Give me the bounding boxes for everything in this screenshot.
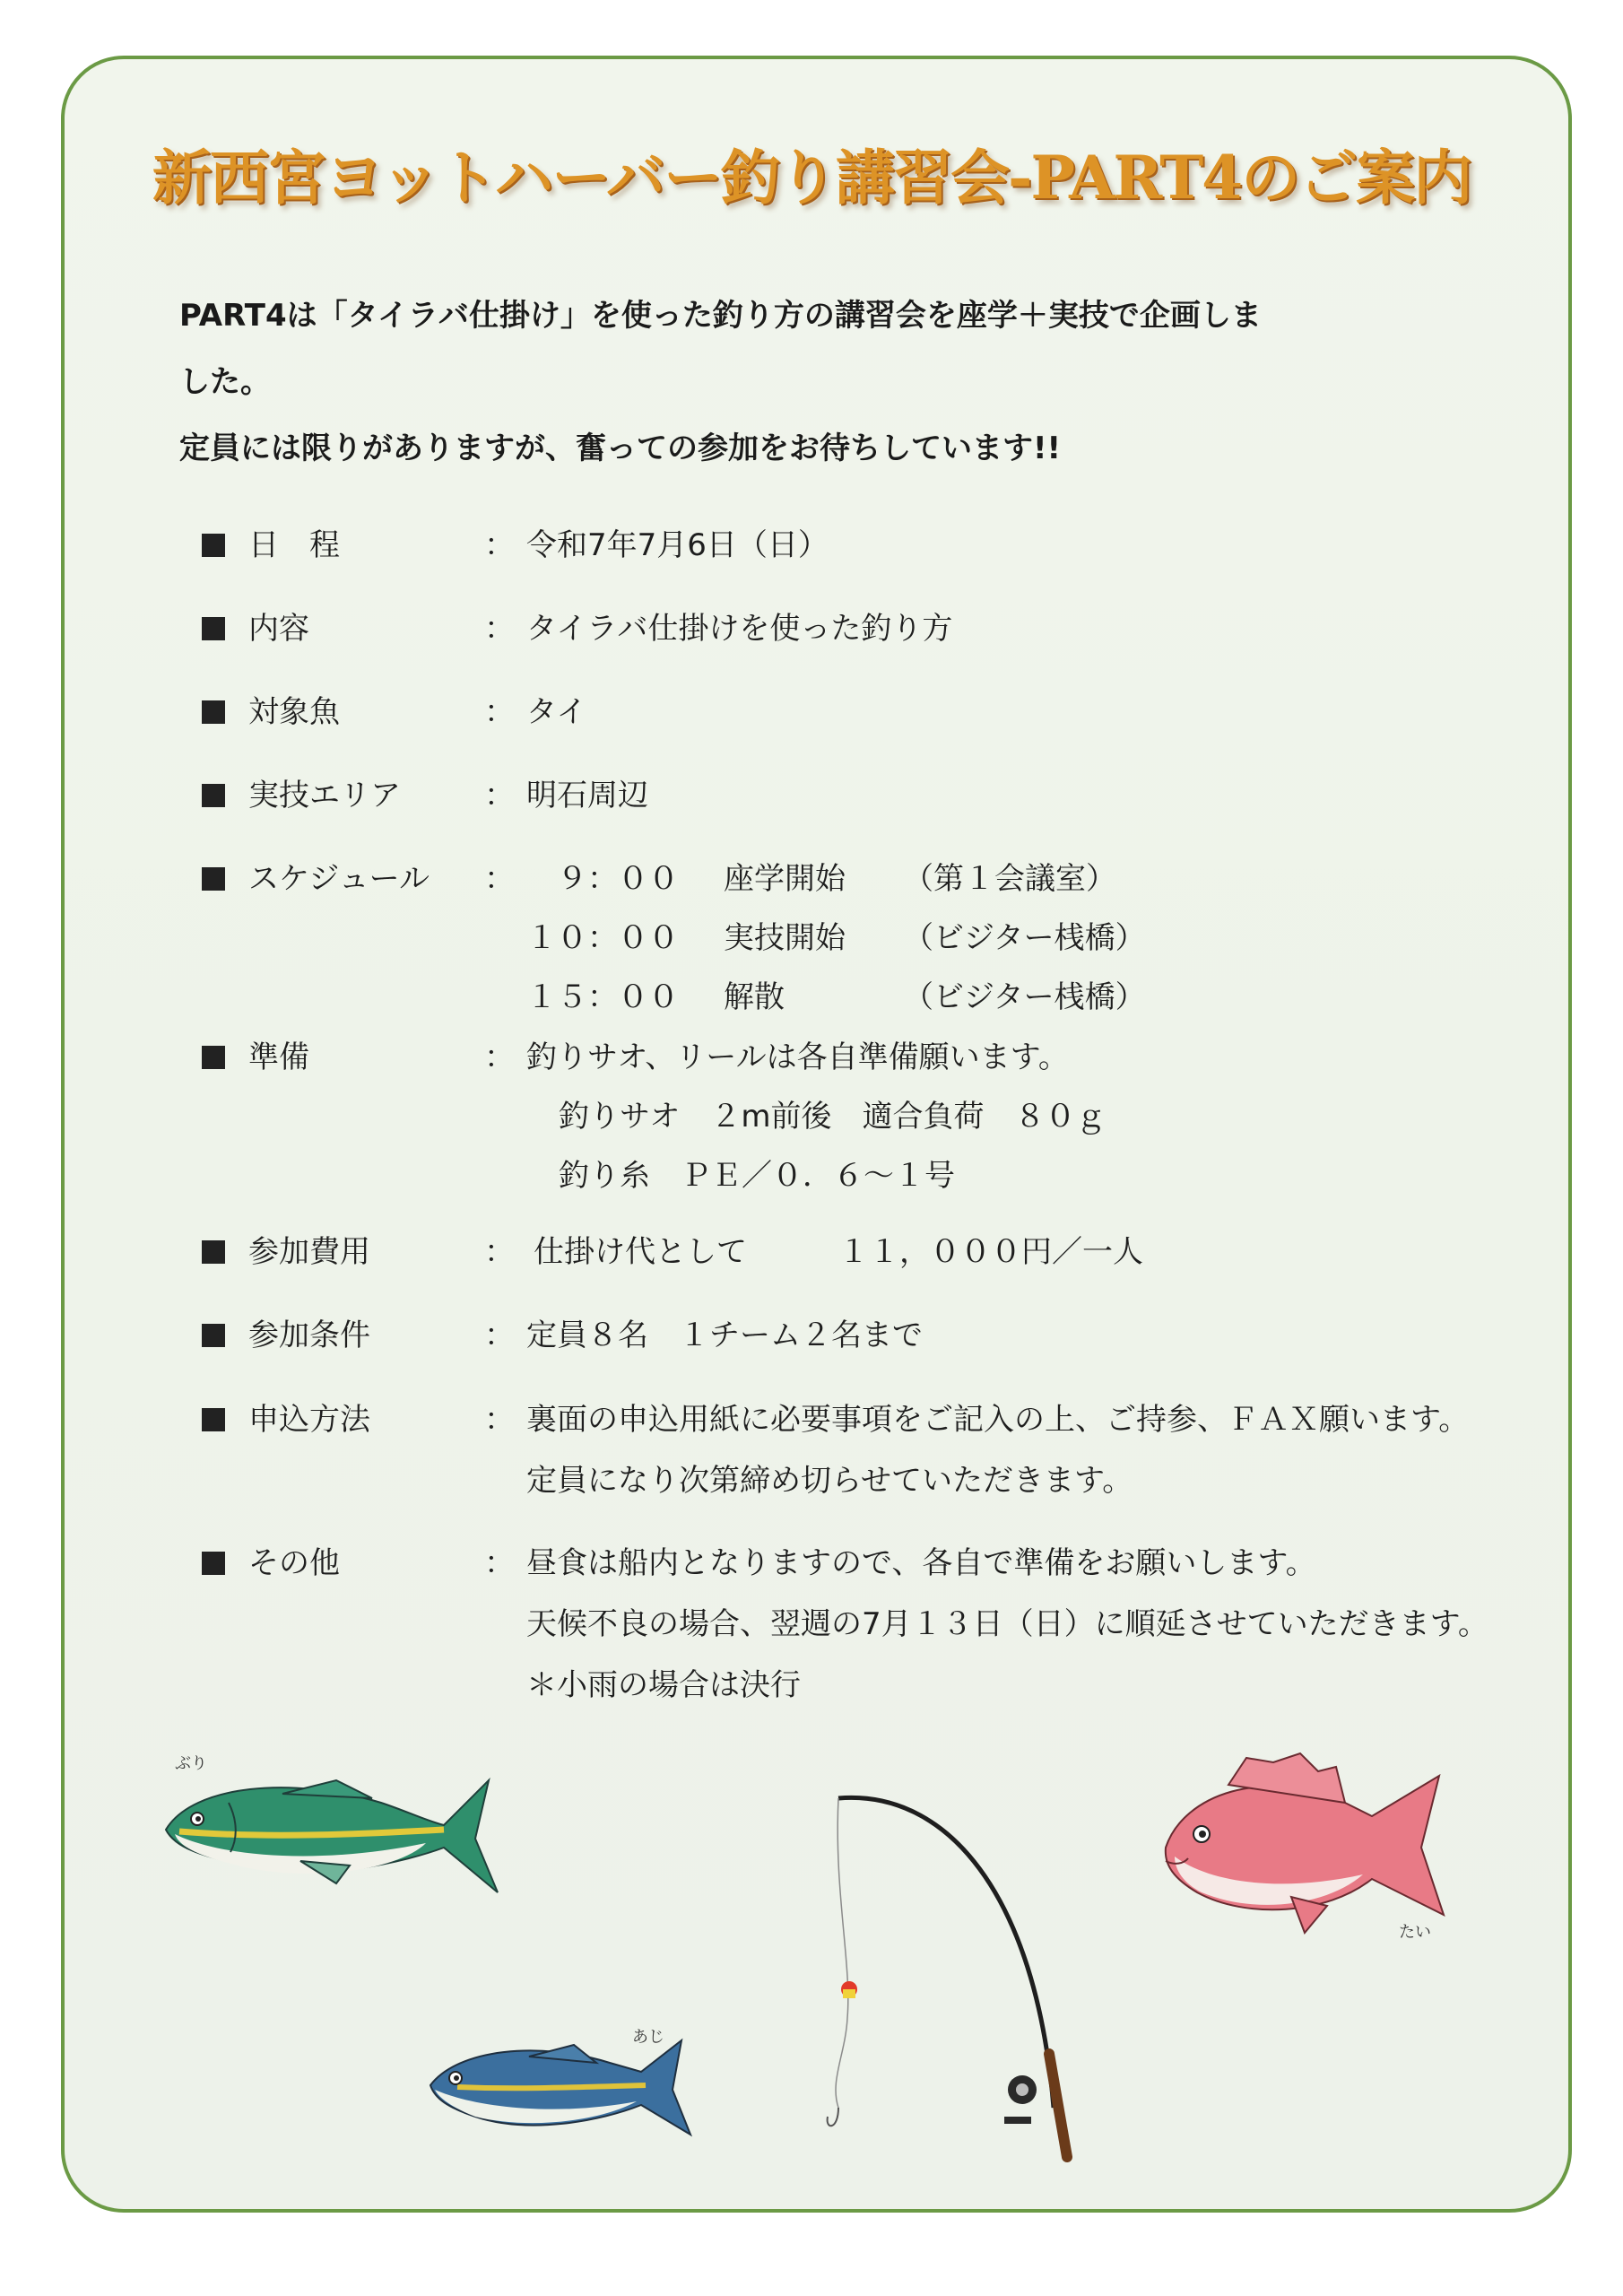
bullet-square-icon xyxy=(202,1534,229,1575)
horse-mackerel-fish-icon xyxy=(421,2022,717,2148)
bullet-square-icon xyxy=(202,1222,229,1264)
colon: ： xyxy=(484,861,515,897)
prep-line: 釣り糸 ＰＥ／０．６～１号 xyxy=(559,1158,955,1194)
colon: ： xyxy=(484,527,515,563)
colon: ： xyxy=(484,1234,515,1270)
schedule-time: １５：００ xyxy=(526,979,679,1015)
colon: ： xyxy=(484,1545,515,1581)
bullet-square-icon xyxy=(202,683,229,724)
item-label: 申込方法 xyxy=(248,1402,370,1438)
intro-text xyxy=(179,283,1488,482)
item-value: 令和7年7月6日（日） xyxy=(526,527,829,563)
item-value: 昼食は船内となりますので、各自で準備をお願いします。 xyxy=(526,1545,1316,1581)
yellowtail-fish-icon xyxy=(157,1749,507,1901)
schedule-place: （ビジター桟橋） xyxy=(903,920,1146,956)
yellowtail-label: ぶり xyxy=(175,1754,207,1773)
bullet-square-icon xyxy=(202,849,229,891)
item-value: タイラバ仕掛けを使った釣り方 xyxy=(526,611,953,647)
item-value: タイ xyxy=(526,694,587,730)
item-label: 準備 xyxy=(248,1039,309,1075)
fishing-rod-icon xyxy=(812,1785,1098,2170)
colon: ： xyxy=(484,611,515,647)
colon: ： xyxy=(484,1318,515,1353)
schedule-place: （ビジター桟橋） xyxy=(903,979,1146,1015)
schedule-entry xyxy=(526,909,1333,968)
item-label: 内容 xyxy=(248,611,309,647)
item-value: 明石周辺 xyxy=(526,778,648,813)
schedule-activity: 座学開始 xyxy=(724,861,846,897)
colon: ： xyxy=(484,694,515,730)
bullet-square-icon xyxy=(202,599,229,640)
item-label: スケジュール xyxy=(248,861,430,897)
other-note-1: 天候不良の場合、翌週の7月１３日（日）に順延させていただきます。 xyxy=(526,1606,1488,1642)
item-label: 日 程 xyxy=(248,527,340,563)
schedule-time: ９：００ xyxy=(557,861,679,897)
apply-note: 定員になり次第締め切らせていただきます。 xyxy=(526,1463,1133,1499)
horse-mackerel-label: あじ xyxy=(632,2028,664,2047)
page-title: 新西宮ヨットハーバー釣り講習会-PART4のご案内 xyxy=(152,143,1471,213)
colon: ： xyxy=(484,1402,515,1438)
item-label: その他 xyxy=(248,1545,340,1581)
item-value: 定員８名 １チーム２名まで xyxy=(526,1318,923,1353)
other-note-2: ＊小雨の場合は決行 xyxy=(526,1667,801,1703)
intro-line-3: 定員には限りがありますが、奮っての参加をお待ちしています!! xyxy=(179,430,1062,466)
item-value: 裏面の申込用紙に必要事項をご記入の上、ご持参、ＦＡＸ願います。 xyxy=(526,1402,1470,1438)
sea-bream-fish-icon xyxy=(1148,1749,1471,1946)
bullet-square-icon xyxy=(202,516,229,557)
item-label: 対象魚 xyxy=(248,694,340,730)
bullet-square-icon xyxy=(202,1390,229,1431)
schedule-activity: 実技開始 xyxy=(724,920,846,956)
prep-rod: 釣りサオ ２m前後 適合負荷 ８０ｇ xyxy=(559,1099,1107,1135)
schedule-table xyxy=(526,849,1513,1029)
schedule-activity: 解散 xyxy=(724,979,785,1015)
item-label: 参加費用 xyxy=(248,1234,370,1270)
bullet-square-icon xyxy=(202,1028,229,1069)
schedule-entry xyxy=(526,968,1333,1027)
item-label: 参加条件 xyxy=(248,1318,370,1353)
item-label: 実技エリア xyxy=(248,778,401,813)
bullet-square-icon xyxy=(202,1306,229,1347)
schedule-place: （第１会議室） xyxy=(903,861,1116,897)
schedule-entry xyxy=(526,849,1333,909)
bullet-square-icon xyxy=(202,766,229,807)
intro-line-2: した。 xyxy=(179,364,271,400)
item-value: 仕掛け代として １１，０００円／一人 xyxy=(534,1234,1143,1270)
sea-bream-label: たい xyxy=(1399,1923,1431,1942)
schedule-time: １０：００ xyxy=(526,920,679,956)
colon: ： xyxy=(484,778,515,813)
item-value: 釣りサオ、リールは各自準備願います。 xyxy=(526,1039,1069,1075)
colon: ： xyxy=(484,1039,515,1075)
intro-line-1: PART4は「タイラバ仕掛け」を使った釣り方の講習会を座学＋実技で企画しま xyxy=(179,298,1262,334)
